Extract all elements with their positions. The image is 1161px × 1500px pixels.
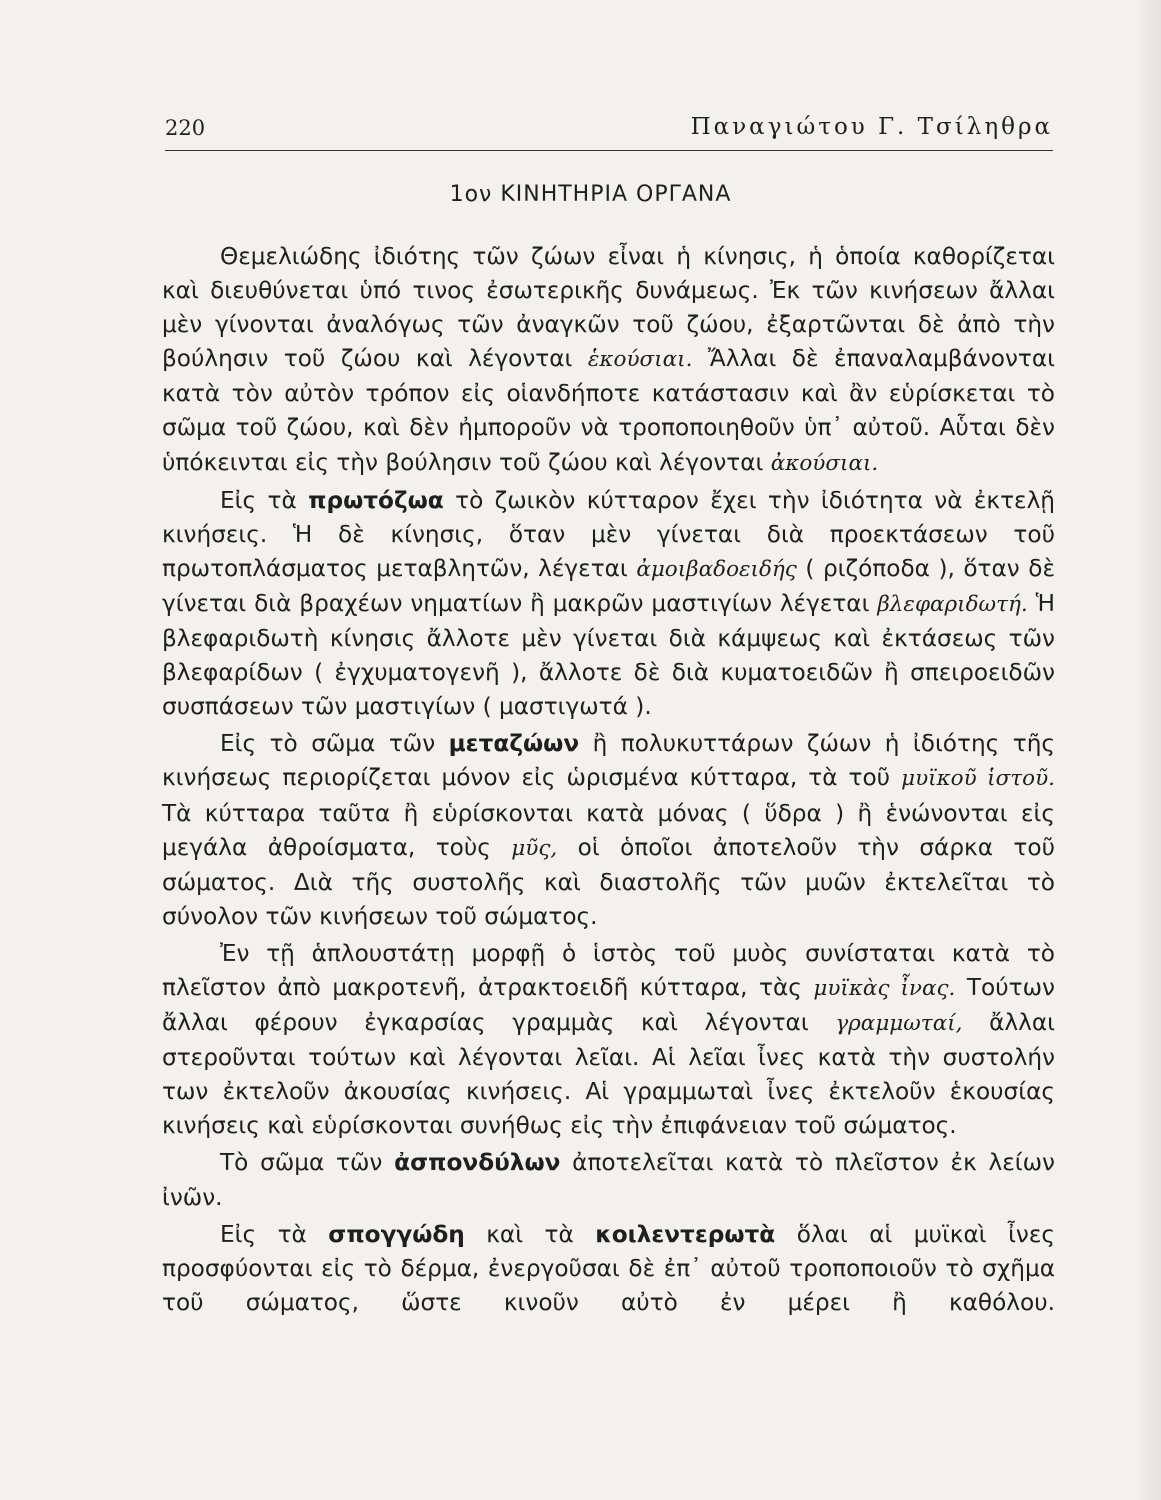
term-muscles: μῦς,: [511, 835, 558, 861]
term-coelenterates: κοιλεντερωτὰ: [595, 1220, 776, 1248]
paragraph-sponges-coelenterates: Εἰς τὰ σπογγώδη καὶ τὰ κοιλεντερωτὰ ὅλαι αἱ μυϊκαὶ ἶνες προσφύονται εἰς τὸ δέρμα, ἐνεργοῦσαι δὲ ἐπ᾽ αὐτοῦ τροποποιοῦν τὸ σχῆμα τοῦ σώματος, ὥστε κινοῦν αὐτὸ ἐν μέρει ἢ καθόλου.: [162, 1220, 1056, 1316]
term-invertebrates: ἀσπονδύλων: [394, 1149, 561, 1177]
term-metazoa: μεταζώων: [448, 730, 580, 758]
term-striated: γραμμωταί,: [835, 1011, 963, 1037]
term-ciliary: βλεφαριδωτή.: [877, 591, 1028, 617]
page-edge-shadow: [1139, 0, 1161, 1500]
page-header: [165, 116, 1053, 152]
term-amoeboid: ἀμοιβαδοειδής: [636, 556, 797, 582]
page-number: 220: [165, 116, 206, 140]
term-involuntary: ἀκούσιαι.: [770, 450, 879, 476]
paragraph-muscle-fibers: Ἐν τῇ ἁπλουστάτῃ μορφῇ ὁ ἱστὸς τοῦ μυὸς συνίσταται κατὰ τὸ πλεῖστον ἀπὸ μακροτενῆ, ἀτρακτοειδῆ κύτταρα, τὰς μυϊκὰς ἶνας. Τούτων ἄλλαι φέρουν ἐγκαρσίας γραμμὰς καὶ λέγονται γραμμωταί, ἄλλαι στεροῦνται τούτων καὶ λέγονται λεῖαι. Αἱ λεῖαι ἶνες κατὰ τὴν συστολήν των ἐκτελοῦν ἀκουσίας κινήσεις. Αἱ γραμμωταὶ ἶνες ἐκτελοῦν ἑκουσίας κινήσεις καὶ εὑρίσκονται συνήθως εἰς τὴν ἐπιφάνειαν τοῦ σώματος.: [162, 939, 1055, 1140]
header-rule: [165, 150, 1053, 151]
term-sponges: σπογγώδη: [328, 1220, 465, 1248]
section-title: 1ον ΚΙΝΗΤΗΡΙΑ ΟΡΓΑΝΑ: [449, 182, 732, 207]
paragraph-metazoa: Εἰς τὸ σῶμα τῶν μεταζώων ἢ πολυκυττάρων ζώων ἡ ἰδιότης τῆς κινήσεως περιορίζεται μόνον εἰς ὡρισμένα κύτταρα, τὰ τοῦ μυϊκοῦ ἱστοῦ. Τὰ κύτταρα ταῦτα ἢ εὑρίσκονται κατὰ μόνας ( ὕδρα ) ἢ ἑνώνονται εἰς μεγάλα ἀθροίσματα, τοὺς μῦς, οἱ ὁποῖοι ἀποτελοῦν τὴν σάρκα τοῦ σώματος. Διὰ τῆς συστολῆς καὶ διαστολῆς τῶν μυῶν ἐκτελεῖται τὸ σύνολον τῶν κινήσεων τοῦ σώματος.: [162, 730, 1055, 930]
paragraph-invertebrates: Τὸ σῶμα τῶν ἀσπονδύλων ἀποτελεῖται κατὰ τὸ πλεῖστον ἐκ λείων ἰνῶν.: [162, 1149, 1055, 1211]
term-voluntary: ἑκούσιαι.: [587, 347, 693, 373]
term-muscle-tissue: μυϊκοῦ ἱστοῦ.: [901, 766, 1055, 792]
paragraph-protozoa: Εἰς τὰ πρωτόζωα τὸ ζωικὸν κύτταρον ἔχει τὴν ἰδιότητα νὰ ἐκτελῇ κινήσεις. Ἡ δὲ κίνησις, ὅταν μὲν γίνεται διὰ προεκτάσεων τοῦ πρωτοπλάσματος μεταβλητῶν, λέγεται ἀμοιβαδοειδής ( ριζόποδα ), ὅταν δὲ γίνεται διὰ βραχέων νηματίων ἢ μακρῶν μαστιγίων λέγεται βλεφαριδωτή. Ἡ βλεφαριδωτὴ κίνησις ἄλλοτε μὲν γίνεται διὰ κάμψεως καὶ ἐκτάσεως τῶν βλεφαρίδων ( ἐγχυματογενῆ ), ἄλλοτε δὲ διὰ κυματοειδῶν ἢ σπειροειδῶν συσπάσεων τῶν μαστιγίων ( μαστιγωτά ).: [162, 486, 1056, 721]
running-head-author: Παναγιώτου Γ. Τσίληθρα: [690, 114, 1053, 140]
paragraph-locomotion-intro: Θεμελιώδης ἰδιότης τῶν ζώων εἶναι ἡ κίνησις, ἡ ὁποία καθορίζεται καὶ διευθύνεται ὑπό τινος ἐσωτερικῆς δυνάμεως. Ἐκ τῶν κινήσεων ἄλλαι μὲν γίνονται ἀναλόγως τῶν ἀναγκῶν τοῦ ζώου, ἐξαρτῶνται δὲ ἀπὸ τὴν βούλησιν τοῦ ζώου καὶ λέγονται ἑκούσιαι. Ἄλλαι δὲ ἐπαναλαμβάνονται κατὰ τὸν αὐτὸν τρόπον εἰς οἱανδήποτε κατάστασιν καὶ ἂν εὑρίσκεται τὸ σῶμα τοῦ ζώου, καὶ δὲν ἠμποροῦν νὰ τροποποιηθοῦν ὑπ᾽ αὐτοῦ. Αὗται δὲν ὑπόκεινται εἰς τὴν βούλησιν τοῦ ζώου καὶ λέγονται ἀκούσιαι.: [162, 243, 1056, 476]
term-protozoa: πρωτόζωα: [308, 486, 444, 514]
term-muscle-fibers: μυϊκὰς ἶνας.: [813, 975, 956, 1001]
body-text: [162, 240, 1055, 1323]
